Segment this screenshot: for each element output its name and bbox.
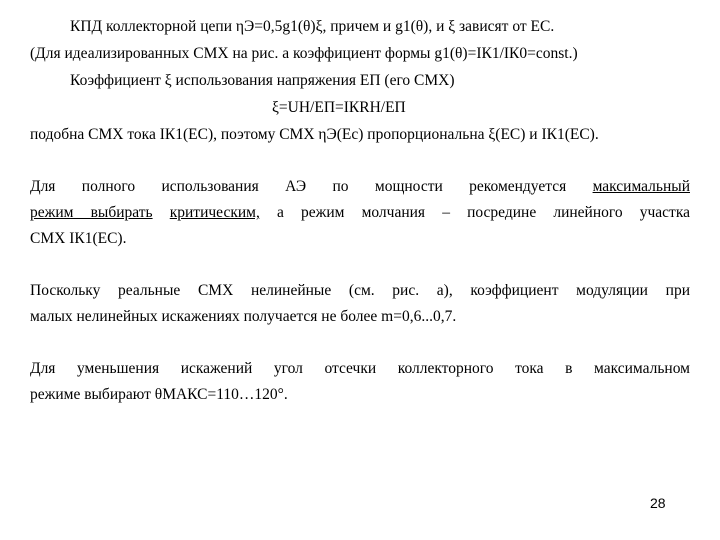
- underlined-critical: критическим,: [169, 204, 260, 221]
- text-line-ideal: (Для идеализированных СМХ на рис. а коэффициент формы g1(θ)=IК1/IК0=const.): [30, 45, 578, 62]
- text-line-coef: Коэффициент ξ использования напряжения EП (его СМХ): [70, 72, 455, 89]
- para-angle-line1: Для уменьшения искажений угол отсечки коллекторного тока в максимальном: [30, 360, 690, 377]
- page-number: 28: [650, 495, 666, 511]
- space: [153, 204, 170, 221]
- underlined-max: максимальный: [592, 178, 690, 195]
- para-power-line2: [30, 204, 690, 222]
- para-nonlinear-line1: Поскольку реальные СМХ нелинейные (см. рис. а), коэффициент модуляции при: [30, 282, 690, 299]
- para-power-text: Для полного использования АЭ по мощности рекомендуется: [30, 178, 593, 195]
- text-line-kpd: КПД коллекторной цепи ηЭ=0,5g1(θ)ξ, причем и g1(θ), и ξ зависят от EС.: [70, 18, 555, 35]
- para-power-line3: СМХ IК1(EС).: [30, 230, 127, 247]
- formula-xi: ξ=UН/EП=IКRН/EП: [272, 99, 406, 116]
- text-line-similar: подобна СМХ тока IК1(EС), поэтому СМХ ηЭ(Eс) пропорциональна ξ(EС) и IК1(EС).: [30, 126, 599, 143]
- para-power-line1: [30, 178, 690, 196]
- para-power-rest: а режим молчания – посредине линейного участка: [259, 204, 691, 221]
- para-nonlinear-line2: малых нелинейных искажениях получается не более m=0,6...0,7.: [30, 308, 457, 325]
- para-angle-line2: режиме выбирают θМАКС=110…120°.: [30, 386, 288, 403]
- underlined-mode: режим выбирать: [30, 204, 153, 221]
